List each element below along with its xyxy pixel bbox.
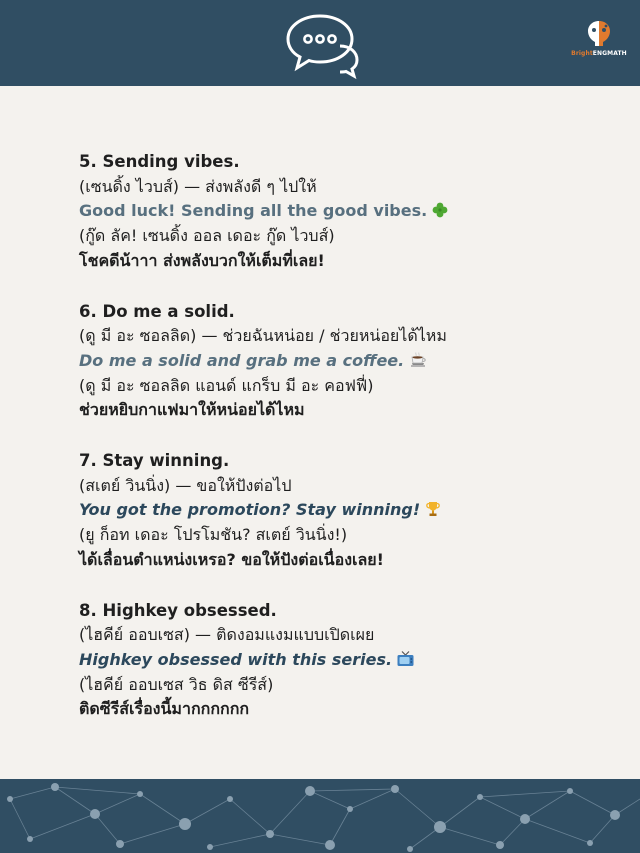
brain-logo-icon bbox=[566, 18, 632, 48]
example-sentence: Do me a solid and grab me a coffee. bbox=[79, 350, 405, 370]
television-icon bbox=[396, 650, 415, 668]
phrase-title: 5. Sending vibes. bbox=[79, 152, 240, 171]
phrase-pronunciation: (เซนดิ้ง ไวบส์) — ส่งพลังดี ๆ ไปให้ bbox=[79, 176, 317, 196]
example-sentence-line bbox=[79, 498, 559, 523]
phrase-section-5 bbox=[79, 150, 559, 274]
trophy-icon bbox=[424, 500, 442, 518]
example-sentence-line bbox=[79, 648, 559, 673]
phrase-section-8 bbox=[79, 599, 559, 723]
brand-logo bbox=[566, 18, 632, 62]
phrase-title: 7. Stay winning. bbox=[79, 451, 230, 471]
brand-word-engmath: ENGMATH bbox=[592, 50, 627, 57]
phrase-section-6 bbox=[79, 300, 559, 424]
example-sentence-line bbox=[79, 199, 559, 224]
thai-meaning: ได้เลื่อนตำแหน่งเหรอ? ขอให้ปังต่อเนื่องเลย! bbox=[79, 549, 384, 569]
example-sentence: Highkey obsessed with this series. bbox=[79, 649, 393, 669]
example-sentence-line bbox=[79, 349, 559, 374]
example-pronunciation: (ยู ก็อท เดอะ โปรโมชัน? สเตย์ วินนิ่ง!) bbox=[79, 525, 348, 545]
example-pronunciation: (กู๊ด ลัค! เซนดิ้ง ออล เดอะ กู๊ด ไวบส์) bbox=[79, 226, 335, 246]
example-pronunciation: (ไฮคีย์ ออบเซส วิธ ดิส ซีรีส์) bbox=[79, 674, 274, 694]
phrase-section-7 bbox=[79, 449, 559, 573]
thai-meaning: ช่วยหยิบกาแฟมาให้หน่อยได้ไหม bbox=[79, 400, 305, 420]
footer-banner bbox=[0, 779, 640, 853]
example-sentence: Good luck! Sending all the good vibes. bbox=[79, 201, 428, 221]
example-pronunciation: (ดู มี อะ ซอลลิด แอนด์ แกร็บ มี อะ คอฟฟี่) bbox=[79, 375, 374, 395]
phrase-title: 6. Do me a solid. bbox=[79, 301, 235, 321]
phrase-pronunciation: (ดู มี อะ ซอลลิด) — ช่วยฉันหน่อย / ช่วยหน่อยได้ไหม bbox=[79, 326, 447, 346]
phrase-title: 8. Highkey obsessed. bbox=[79, 600, 277, 620]
example-sentence: You got the promotion? Stay winning! bbox=[79, 500, 421, 520]
phrase-pronunciation: (สเตย์ วินนิ่ง) — ขอให้ปังต่อไป bbox=[79, 475, 292, 495]
phrase-pronunciation: (ไฮคีย์ ออบเซส) — ติดงอมแงมแบบเปิดเผย bbox=[79, 625, 375, 645]
brand-word-bright: Bright bbox=[571, 50, 593, 57]
phrase-list bbox=[79, 150, 559, 748]
network-pattern-decoration bbox=[0, 779, 640, 853]
header-banner bbox=[0, 0, 640, 86]
speech-bubbles-icon bbox=[280, 8, 360, 80]
thai-meaning: โชคดีน้าาา ส่งพลังบวกให้เต็มที่เลย! bbox=[79, 250, 325, 270]
four-leaf-clover-icon bbox=[431, 201, 449, 219]
thai-meaning: ติดซีรีส์เรื่องนี้มากกกกกก bbox=[79, 699, 250, 719]
coffee-cup-icon bbox=[408, 351, 428, 369]
